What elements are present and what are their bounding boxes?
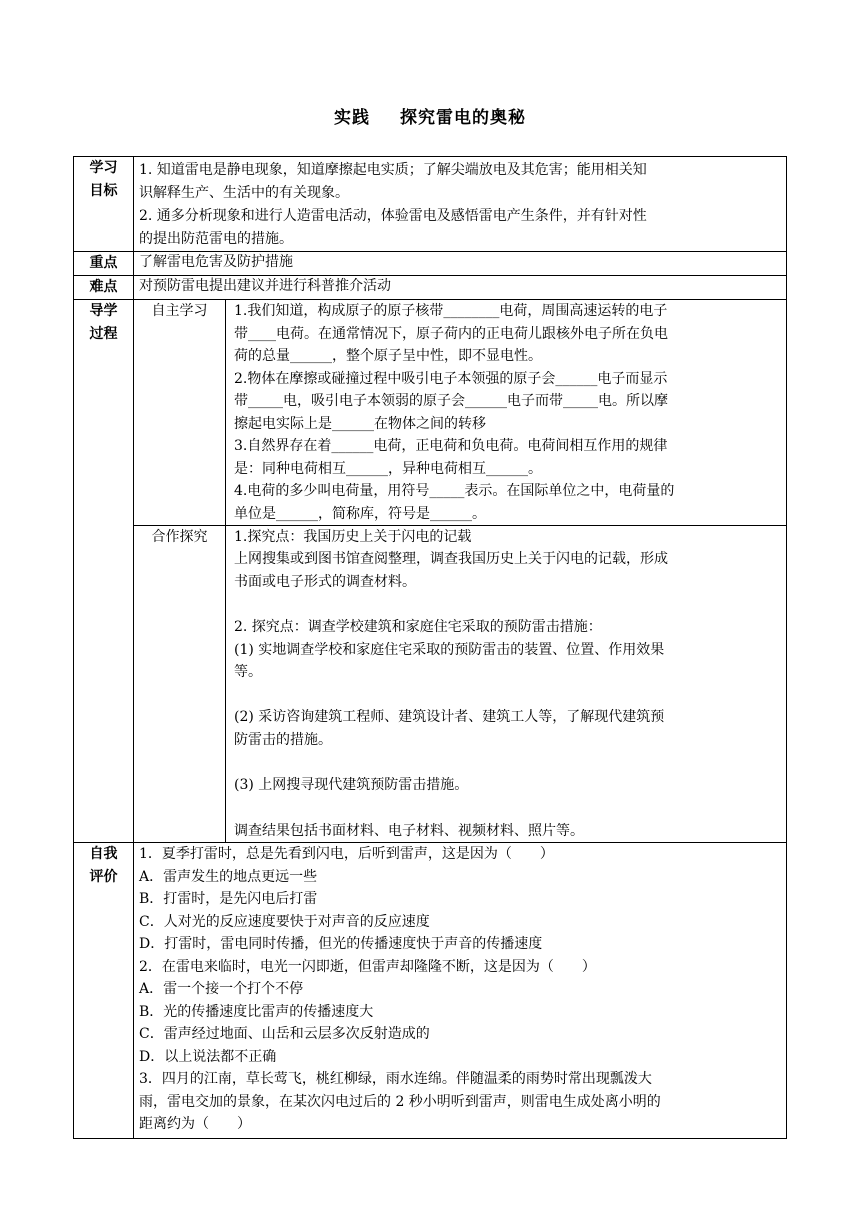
objective-line: 2. 通多分析现象和进行人造雷电活动，体验雷电及感悟雷电产生条件，并有针对性 — [139, 208, 647, 224]
self-eval-line: B．光的传播速度比雷声的传播速度大 — [139, 1003, 374, 1020]
coop-row — [74, 526, 787, 843]
coop-spacer — [234, 683, 781, 706]
key-point-row — [74, 252, 787, 276]
coop-label: 合作探究 — [134, 526, 226, 843]
self-study-line: 2.物体在摩擦或碰撞过程中吸引电子本领强的原子会______电子而显示 — [234, 370, 668, 387]
self-eval-line: 2．在雷电来临时，电光一闪即逝，但雷声却隆隆不断，这是因为（ ） — [139, 958, 596, 975]
objective-line: 1. 知道雷电是静电现象，知道摩擦起电实质；了解尖端放电及其危害；能用相关知 — [139, 162, 647, 178]
coop-line: 等。 — [234, 664, 262, 681]
self-study-line: 擦起电实际上是______在物体之间的转移 — [234, 415, 486, 432]
self-eval-line: B．打雷时，是先闪电后打雷 — [139, 891, 318, 908]
coop-line: (3) 上网搜寻现代建筑预防雷击措施。 — [234, 777, 469, 794]
self-study-line: 荷的总量______，整个原子呈中性，即不显电性。 — [234, 348, 542, 364]
self-study-label: 自主学习 — [134, 300, 226, 526]
self-study-line: 带____电荷。在通常情况下，原子荷内的正电荷儿跟核外电子所在负电 — [234, 325, 668, 342]
objective-line: 识解释生产、生活中的有关现象。 — [139, 185, 349, 201]
coop-line: 调查结果包括书面材料、电子材料、视频材料、照片等。 — [234, 822, 584, 839]
coop-spacer — [234, 751, 781, 774]
self-study-line: 3.自然界存在着______电荷，正电荷和负电荷。电荷间相互作用的规律 — [234, 438, 668, 454]
coop-spacer — [234, 797, 781, 820]
self-eval-line: 1．夏季打雷时，总是先看到闪电，后听到雷声，这是因为（ ） — [139, 846, 554, 863]
self-eval-content — [134, 843, 787, 1139]
coop-line: 上网搜集或到图书馆查阅整理，调查我国历史上关于闪电的记载，形成 — [234, 551, 668, 568]
coop-spacer — [234, 593, 781, 616]
difficulty-text: 对预防雷电提出建议并进行科普推介活动 — [134, 276, 787, 300]
coop-line: 2. 探究点：调查学校建筑和家庭住宅采取的预防雷击措施： — [234, 619, 602, 636]
self-eval-line: 3．四月的江南，草长莺飞，桃红柳绿，雨水连绵。伴随温柔的雨势时常出现瓢泼大 — [139, 1071, 652, 1088]
self-eval-line: D．打雷时，雷电同时传播，但光的传播速度快于声音的传播速度 — [139, 936, 543, 953]
coop-line: 1.探究点：我国历史上关于闪电的记载 — [234, 529, 472, 545]
self-eval-line: A．雷声发生的地点更远一些 — [139, 868, 318, 885]
self-study-row — [74, 300, 787, 526]
self-study-line: 4.电荷的多少叫电荷量，用符号_____表示。在国际单位之中，电荷量的 — [234, 483, 675, 499]
objectives-row — [74, 157, 787, 252]
self-eval-line: C．人对光的反应速度要快于对声音的反应速度 — [139, 913, 430, 930]
objectives-content — [134, 157, 787, 252]
study-guide-table — [73, 156, 787, 1139]
difficulty-row — [74, 276, 787, 300]
self-study-line: 带_____电，吸引电子本领弱的原子会______电子而带_____电。所以摩 — [234, 393, 668, 409]
coop-line: 防雷击的措施。 — [234, 731, 332, 748]
objectives-label: 学习 目标 — [74, 157, 134, 252]
self-eval-label: 自我 评价 — [74, 843, 134, 1139]
self-study-line: 单位是______，简称库，符号是______。 — [234, 505, 486, 522]
self-study-line: 是：同种电荷相互______，异种电荷相互______。 — [234, 460, 542, 477]
key-point-text: 了解雷电危害及防护措施 — [134, 252, 787, 276]
coop-line: (1) 实地调查学校和家庭住宅采取的预防雷击的装置、位置、作用效果 — [234, 641, 665, 658]
self-eval-line: A．雷一个接一个打个不停 — [139, 981, 304, 998]
coop-line: (2) 采访咨询建筑工程师、建筑设计者、建筑工人等，了解现代建筑预 — [234, 709, 665, 726]
page-title — [0, 103, 860, 128]
coop-line: 书面或电子形式的调查材料。 — [234, 573, 416, 590]
self-eval-line: 雨，雷电交加的景象，在某次闪电过后的 2 秒小明听到雷声，则雷电生成处离小明的 — [139, 1093, 661, 1110]
coop-content — [226, 526, 787, 843]
self-eval-line: C．雷声经过地面、山岳和云层多次反射造成的 — [139, 1026, 430, 1043]
key-point-label: 重点 — [74, 252, 134, 276]
difficulty-label: 难点 — [74, 276, 134, 300]
self-eval-line: 距离约为（ ） — [139, 1116, 251, 1133]
objective-line: 的提出防范雷电的措施。 — [139, 231, 293, 247]
self-eval-line: D．以上说法都不正确 — [139, 1048, 277, 1065]
self-eval-row — [74, 843, 787, 1139]
title-topic: 探究雷电的奥秘 — [400, 108, 526, 128]
title-practice: 实践 — [334, 108, 370, 128]
self-study-line: 1.我们知道，构成原子的原子核带________电荷，周围高速运转的电子 — [234, 303, 668, 319]
process-label: 导学 过程 — [74, 300, 134, 843]
self-study-content — [226, 300, 787, 526]
